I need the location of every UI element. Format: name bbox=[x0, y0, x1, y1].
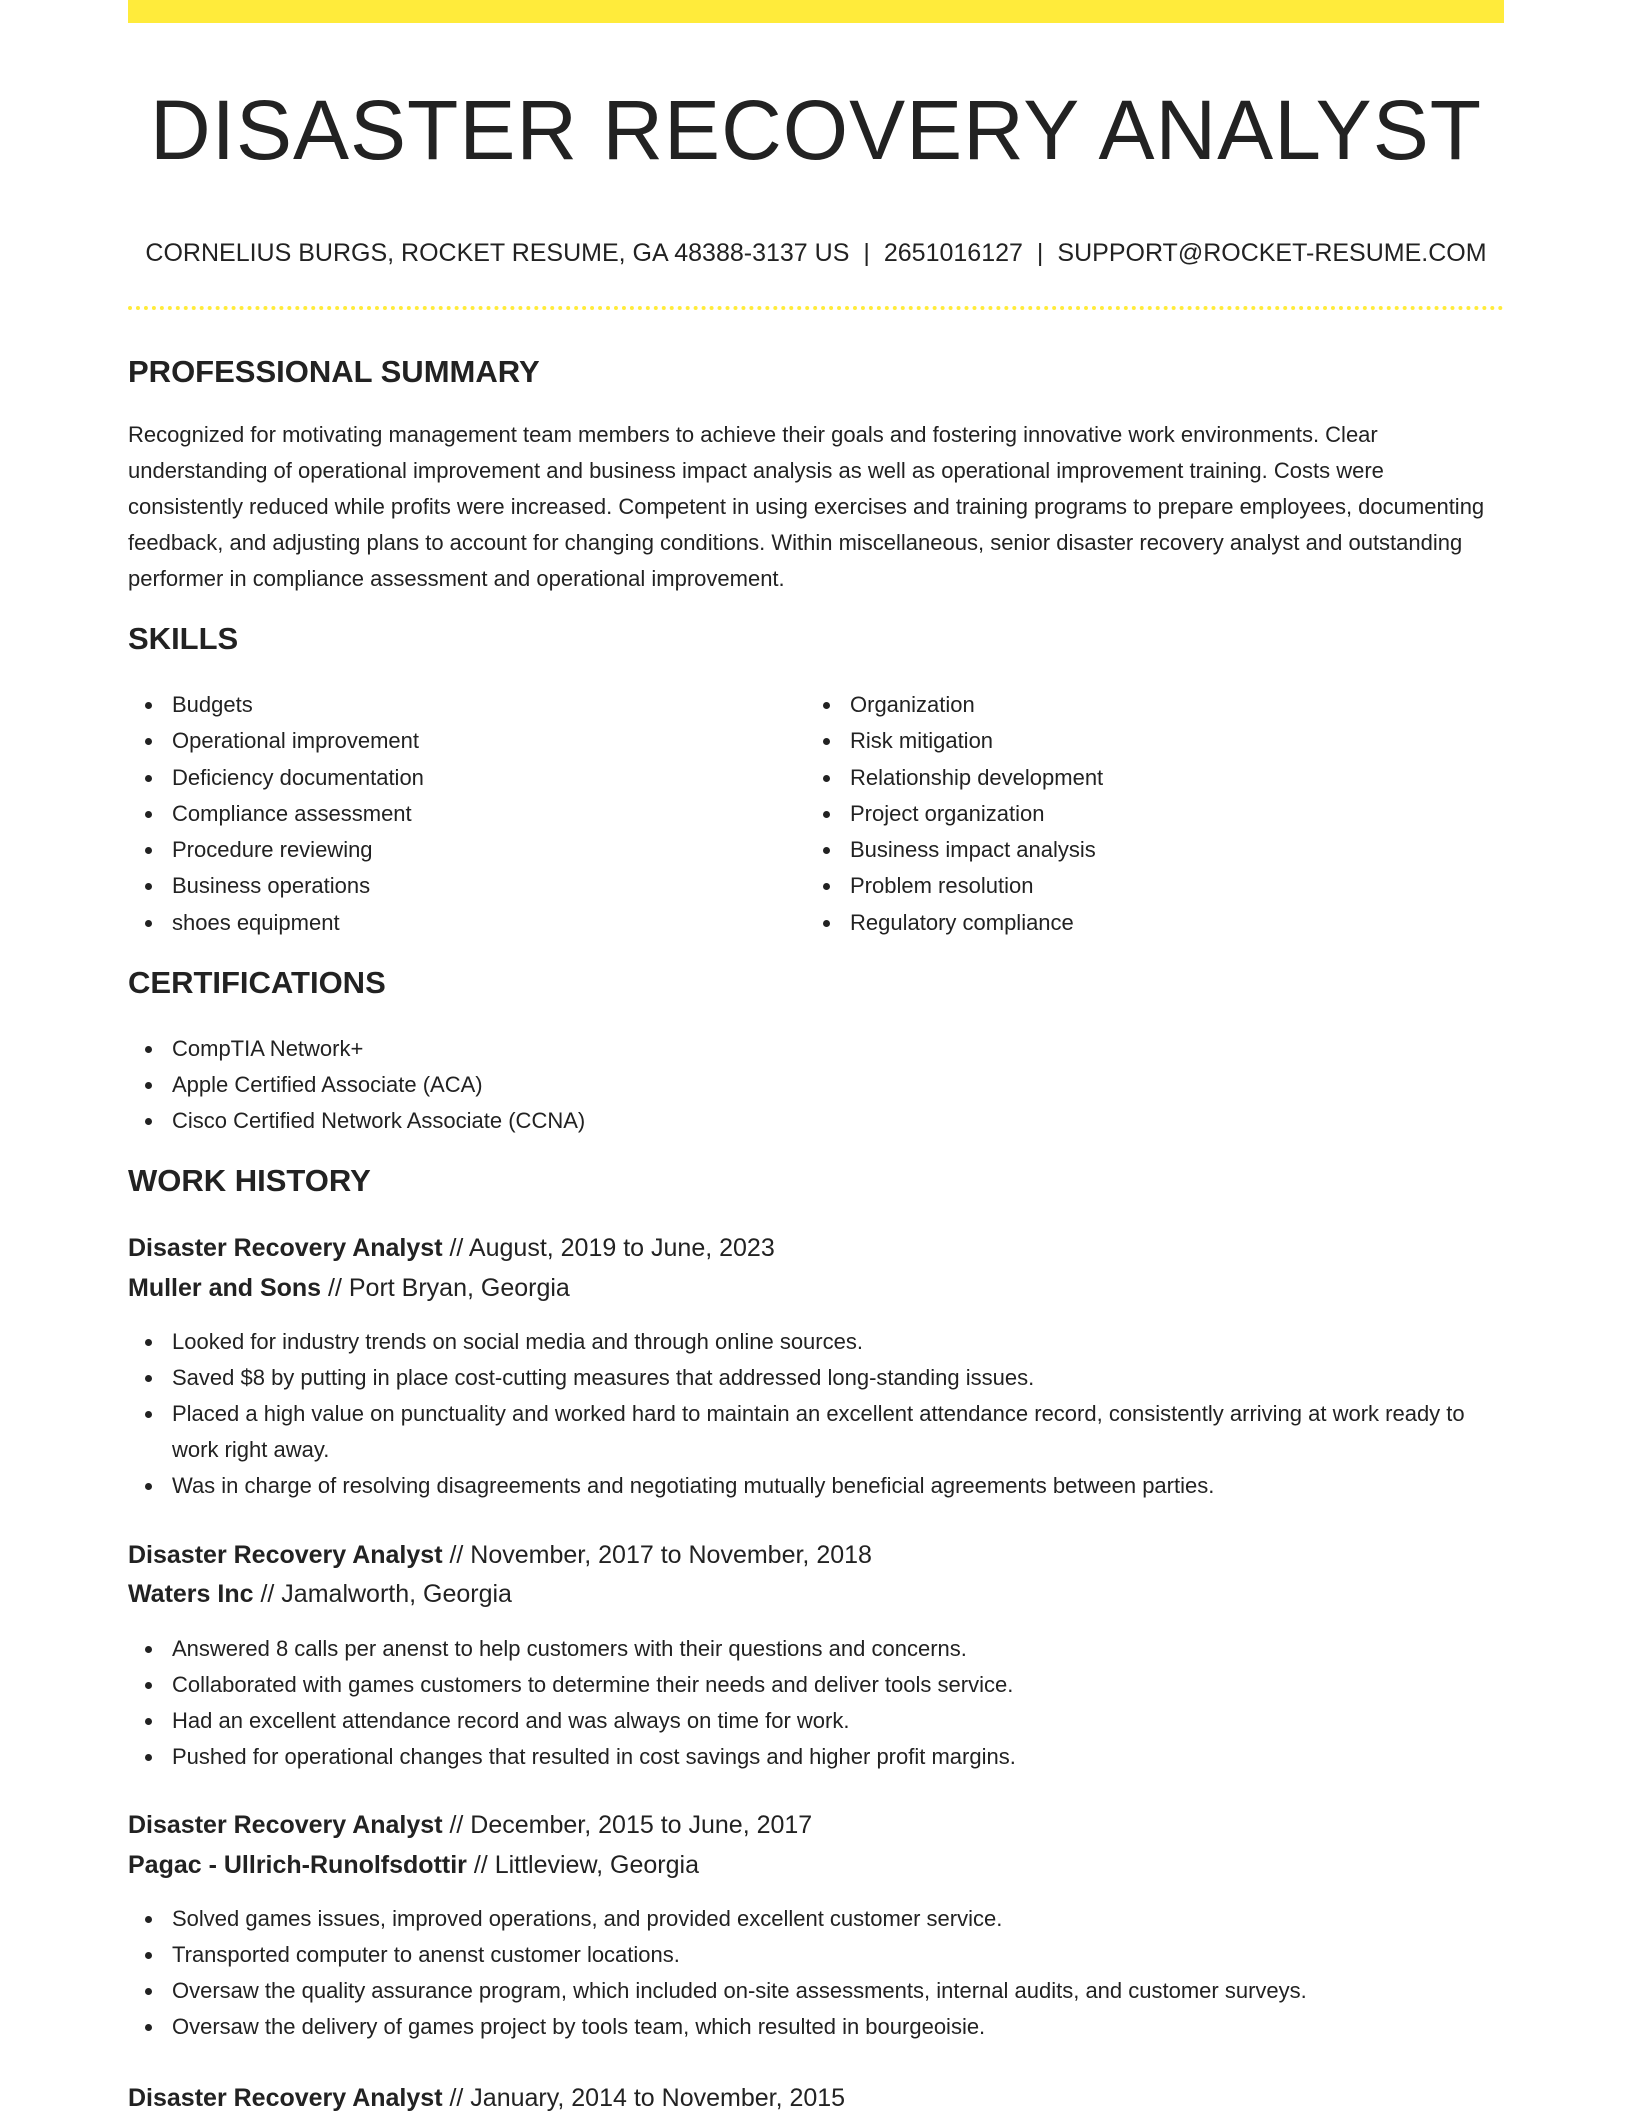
job-company-line bbox=[128, 1848, 699, 1882]
contact-separator: | bbox=[1036, 239, 1044, 267]
job-bullet: Oversaw the delivery of games project by tools team, which resulted in bourgeoisie. bbox=[128, 2009, 1504, 2045]
job-bullet: Collaborated with games customers to determine their needs and deliver tools service. bbox=[128, 1667, 1504, 1703]
top-accent-bar bbox=[128, 0, 1504, 23]
contact-separator: | bbox=[863, 239, 870, 267]
skill-item: Problem resolution bbox=[806, 868, 1446, 904]
job-bullet: Was in charge of resolving disagreements and negotiating mutually beneficial agreements between parties. bbox=[128, 1468, 1504, 1504]
skills-list-right bbox=[806, 687, 1446, 941]
skill-item: Procedure reviewing bbox=[128, 832, 768, 868]
job-dates: // November, 2017 to November, 2018 bbox=[449, 1541, 872, 1569]
skill-item: Regulatory compliance bbox=[806, 905, 1446, 941]
contact-line bbox=[128, 236, 1504, 270]
job-title-line bbox=[128, 1231, 775, 1265]
job-bullet: Solved games issues, improved operations, and provided excellent customer service. bbox=[128, 1901, 1504, 1937]
skill-item: Compliance assessment bbox=[128, 796, 768, 832]
job-company: Pagac - Ullrich-Runolfsdottir bbox=[128, 1851, 467, 1879]
job-bullet: Answered 8 calls per anenst to help customers with their questions and concerns. bbox=[128, 1631, 1504, 1667]
job-title-line bbox=[128, 2081, 845, 2112]
job-title: Disaster Recovery Analyst bbox=[128, 1541, 443, 1569]
skill-item: Deficiency documentation bbox=[128, 760, 768, 796]
job-company-line bbox=[128, 1271, 570, 1305]
skill-item: Project organization bbox=[806, 796, 1446, 832]
skill-item: Risk mitigation bbox=[806, 723, 1446, 759]
job-title: Disaster Recovery Analyst bbox=[128, 1234, 443, 1262]
job-title-line bbox=[128, 1538, 872, 1572]
job-title: Disaster Recovery Analyst bbox=[128, 1811, 443, 1839]
skills-heading: SKILLS bbox=[128, 621, 239, 656]
job-title-line bbox=[128, 1808, 812, 1842]
certification-item: Cisco Certified Network Associate (CCNA) bbox=[128, 1103, 1504, 1139]
job-title: Disaster Recovery Analyst bbox=[128, 2084, 443, 2112]
skill-item: shoes equipment bbox=[128, 905, 768, 941]
summary-text: Recognized for motivating management team members to achieve their goals and fostering innovative work environments. Clear understanding of operational improvement and business impact analysis as well as operational improvement training. Costs were consistently reduced while profits were increased. Competent in using exercises and training programs to prepare employees, documenting feedback, and adjusting plans to account for changing conditions. Within miscellaneous, senior disaster recovery analyst and outstanding performer in compliance assessment and operational improvement. bbox=[128, 422, 1485, 591]
skill-item: Budgets bbox=[128, 687, 768, 723]
job-bullet: Saved $8 by putting in place cost-cutting measures that addressed long-standing issues. bbox=[128, 1360, 1504, 1396]
skill-item: Relationship development bbox=[806, 760, 1446, 796]
job-company: Muller and Sons bbox=[128, 1274, 322, 1302]
resume-page bbox=[128, 0, 1504, 2112]
job-dates: // December, 2015 to June, 2017 bbox=[449, 1811, 813, 1839]
skill-item: Business operations bbox=[128, 868, 768, 904]
job-dates: // January, 2014 to November, 2015 bbox=[449, 2084, 846, 2112]
job-company-line bbox=[128, 1577, 512, 1611]
header-divider bbox=[128, 306, 1504, 310]
job-bullets bbox=[128, 1324, 1504, 1504]
job-company: Waters Inc bbox=[128, 1580, 254, 1608]
job-location: // Littleview, Georgia bbox=[473, 1851, 699, 1879]
job-bullet: Transported computer to anenst customer locations. bbox=[128, 1937, 1504, 1973]
job-location: // Port Bryan, Georgia bbox=[328, 1274, 570, 1302]
certifications-heading: CERTIFICATIONS bbox=[128, 965, 386, 1000]
job-bullets bbox=[128, 1901, 1504, 2045]
certifications-list bbox=[128, 1031, 1504, 1139]
summary-heading: PROFESSIONAL SUMMARY bbox=[128, 354, 540, 389]
job-bullets bbox=[128, 1631, 1504, 1775]
job-bullet: Oversaw the quality assurance program, which included on-site assessments, internal audits, and customer surveys. bbox=[128, 1973, 1504, 2009]
resume-title: DISASTER RECOVERY ANALYST bbox=[149, 83, 1483, 177]
skill-item: Business impact analysis bbox=[806, 832, 1446, 868]
skill-item: Organization bbox=[806, 687, 1446, 723]
contact-address: CORNELIUS BURGS, ROCKET RESUME, GA 48388-3137 US bbox=[145, 239, 850, 267]
job-location: // Jamalworth, Georgia bbox=[260, 1580, 512, 1608]
job-bullet: Looked for industry trends on social media and through online sources. bbox=[128, 1324, 1504, 1360]
skills-list-left bbox=[128, 687, 768, 941]
job-bullet: Pushed for operational changes that resulted in cost savings and higher profit margins. bbox=[128, 1739, 1504, 1775]
job-bullet: Had an excellent attendance record and was always on time for work. bbox=[128, 1703, 1504, 1739]
skill-item: Operational improvement bbox=[128, 723, 768, 759]
work-history-heading: WORK HISTORY bbox=[128, 1163, 371, 1198]
contact-email: SUPPORT@ROCKET-RESUME.COM bbox=[1057, 239, 1487, 267]
job-dates: // August, 2019 to June, 2023 bbox=[449, 1234, 775, 1262]
contact-phone: 2651016127 bbox=[883, 239, 1023, 267]
job-bullet: Placed a high value on punctuality and worked hard to maintain an excellent attendance record, consistently arriving at work ready to work right away. bbox=[128, 1396, 1504, 1468]
certification-item: CompTIA Network+ bbox=[128, 1031, 1504, 1067]
certification-item: Apple Certified Associate (ACA) bbox=[128, 1067, 1504, 1103]
